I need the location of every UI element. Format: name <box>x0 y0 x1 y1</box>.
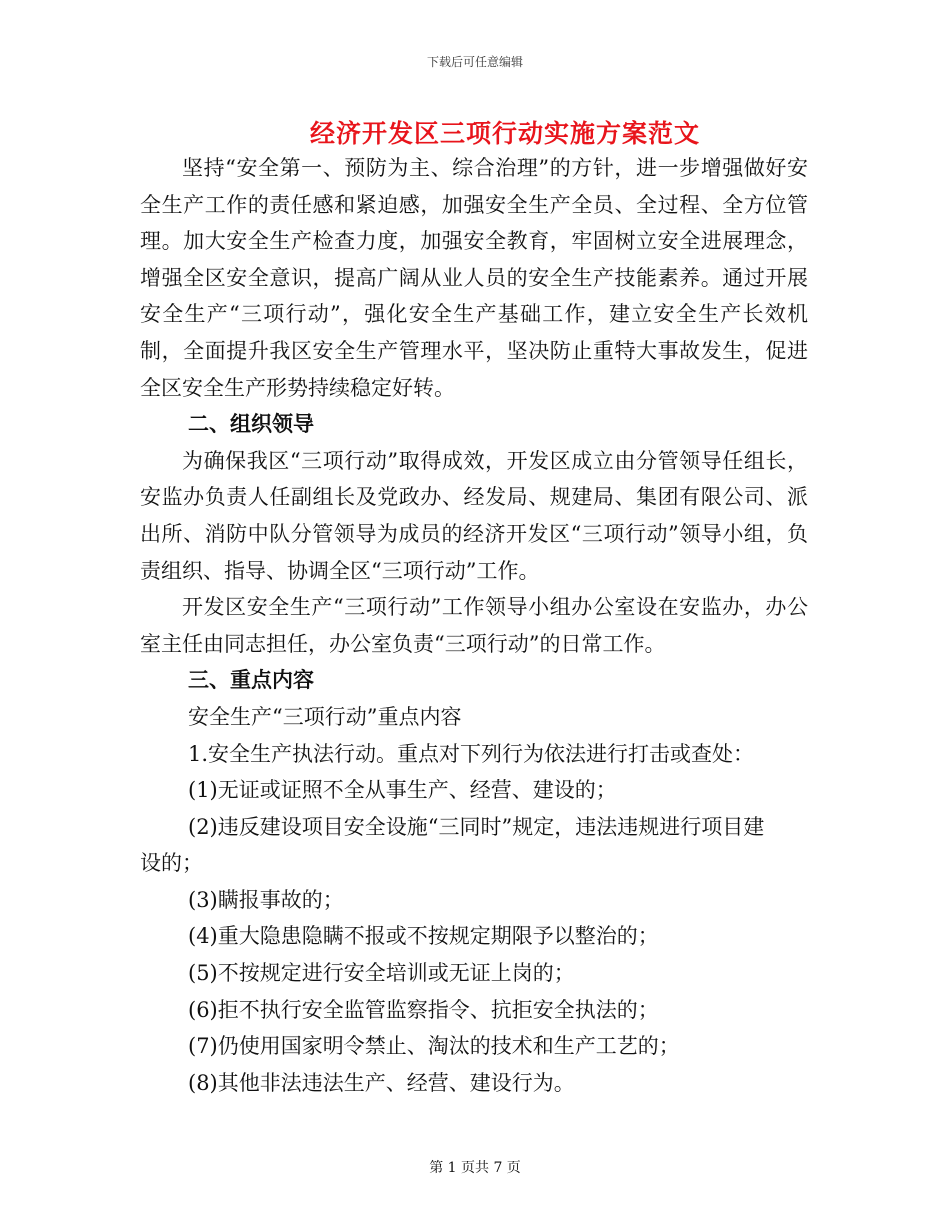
list-item: (2)违反建设项目安全设施“三同时”规定，违法违规进行项目建 <box>188 814 765 839</box>
document-body <box>140 150 808 1101</box>
office-paragraph: 开发区安全生产“三项行动”工作领导小组办公室设在安监办，办公室主任由同志担任，办公室负责“三项行动”的日常工作。 <box>140 595 808 656</box>
page-header: 下载后可任意编辑 <box>426 55 523 69</box>
list-item-continuation: 设的； <box>140 851 203 876</box>
organization-paragraph: 为确保我区“三项行动”取得成效，开发区成立由分管领导任组长，安监办负责人任副组长及党政办、经发局、规建局、集团有限公司、派出所、消防中队分管领导为成员的经济开发区“三项行动”领导小组，负责组织、指导、协调全区“三项行动”工作。 <box>140 448 808 583</box>
section-heading-key-content: 三、重点内容 <box>188 667 314 693</box>
list-item: (8)其他非法违法生产、经营、建设行为。 <box>188 1070 575 1095</box>
list-item: 1.安全生产执法行动。重点对下列行为依法进行打击或查处： <box>188 741 755 766</box>
list-item: (7)仍使用国家明令禁止、淘汰的技术和生产工艺的； <box>188 1034 680 1059</box>
section-heading-organization: 二、组织领导 <box>188 411 314 437</box>
intro-paragraph: 坚持“安全第一、预防为主、综合治理”的方针，进一步增强做好安全生产工作的责任感和紧迫感，加强安全生产全员、全过程、全方位管理。加大安全生产检查力度，加强安全教育，牢固树立安全进展理念，增强全区安全意识，提高广阔从业人员的安全生产技能素养。通过开展安全生产“三项行动”，强化安全生产基础工作，建立安全生产长效机制，全面提升我区安全生产管理水平，坚决防止重特大事故发生，促进全区安全生产形势持续稳定好转。 <box>140 156 808 400</box>
list-item: (5)不按规定进行安全培训或无证上岗的； <box>188 961 575 986</box>
list-item: (4)重大隐患隐瞒不报或不按规定期限予以整治的； <box>188 924 659 949</box>
page-footer: 第 1 页共 7 页 <box>429 1160 521 1176</box>
key-content-subtitle: 安全生产“三项行动”重点内容 <box>188 704 462 729</box>
list-item: (6)拒不执行安全监管监察指令、抗拒安全执法的； <box>188 997 659 1022</box>
list-item: (1)无证或证照不全从事生产、经营、建设的； <box>188 778 617 803</box>
list-item: (3)瞒报事故的； <box>188 887 344 912</box>
document-title: 经济开发区三项行动实施方案范文 <box>309 119 700 148</box>
